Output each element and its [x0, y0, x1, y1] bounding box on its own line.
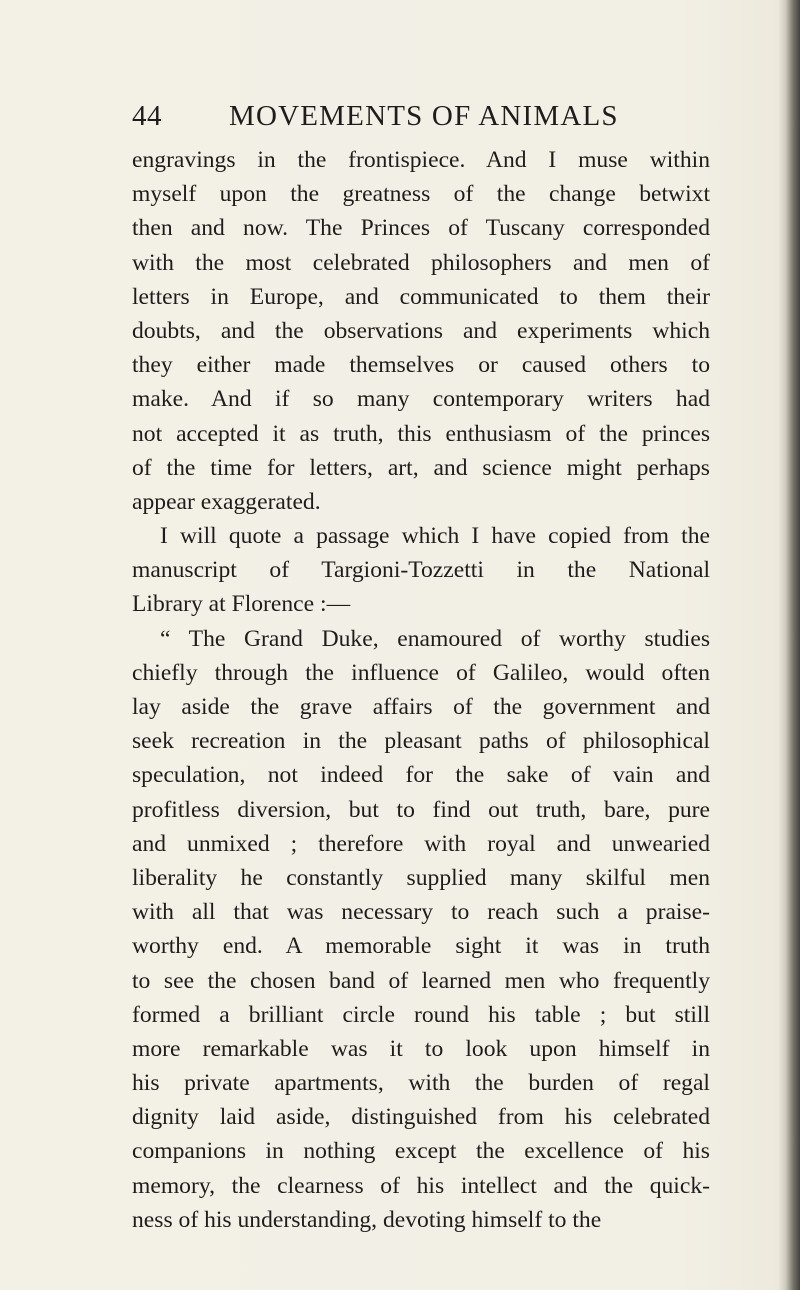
text-line: formed a brilliant circle round his table ; but still [132, 1001, 710, 1028]
text-line: manuscript of Targioni-Tozzetti in the National [132, 557, 710, 584]
text-line: his private apartments, with the burden of regal [132, 1070, 710, 1097]
text-line: dignity laid aside, distinguished from his celebrated [132, 1104, 710, 1131]
text-line: profitless diversion, but to find out truth, bare, pure [132, 796, 710, 823]
text-line: speculation, not indeed for the sake of vain and [132, 762, 710, 789]
text-line: seek recreation in the pleasant paths of philosophical [132, 728, 710, 755]
text-line: memory, the clearness of his intellect and the quick- [132, 1172, 710, 1199]
text-line: doubts, and the observations and experiments which [132, 317, 710, 344]
text-line: liberality he constantly supplied many skilful men [132, 864, 710, 891]
text-line: and unmixed ; therefore with royal and unwearied [132, 830, 710, 857]
text-line: of the time for letters, art, and science might perhaps [132, 454, 710, 481]
text-line: with all that was necessary to reach such a praise- [132, 899, 710, 926]
text-line: engravings in the frontispiece. And I muse within [132, 147, 710, 173]
text-line: make. And if so many contemporary writers had [132, 386, 710, 413]
text-line: to see the chosen band of learned men who frequently [132, 967, 710, 994]
running-head [0, 100, 800, 140]
running-title: MOVEMENTS OF ANIMALS [229, 100, 619, 132]
text-line: myself upon the greatness of the change betwixt [132, 181, 710, 208]
text-line: letters in Europe, and communicated to them their [132, 283, 710, 310]
text-line: companions in nothing except the excellence of his [132, 1138, 710, 1165]
text-line: lay aside the grave affairs of the government and [132, 694, 710, 720]
text-line: ness of his understanding, devoting himself to the [132, 1206, 602, 1233]
text-line: more remarkable was it to look upon himself in [132, 1035, 710, 1062]
body-text [132, 143, 710, 1237]
text-line: with the most celebrated philosophers and men of [132, 249, 710, 276]
text-line: I will quote a passage which I have copied from the [160, 523, 710, 550]
text-line: appear exaggerated. [132, 488, 321, 515]
text-line: they either made themselves or caused others to [132, 352, 710, 379]
text-line: chiefly through the influence of Galileo, would often [132, 659, 710, 686]
text-line: Library at Florence :— [132, 591, 351, 618]
text-line: not accepted it as truth, this enthusiasm of the princes [132, 420, 710, 447]
page-edge-shadow [778, 0, 800, 1290]
page-number: 44 [132, 100, 162, 132]
text-line: worthy end. A memorable sight it was in truth [132, 933, 710, 960]
text-line: “ The Grand Duke, enamoured of worthy studies [160, 625, 710, 652]
text-line: then and now. The Princes of Tuscany corresponded [132, 215, 710, 242]
